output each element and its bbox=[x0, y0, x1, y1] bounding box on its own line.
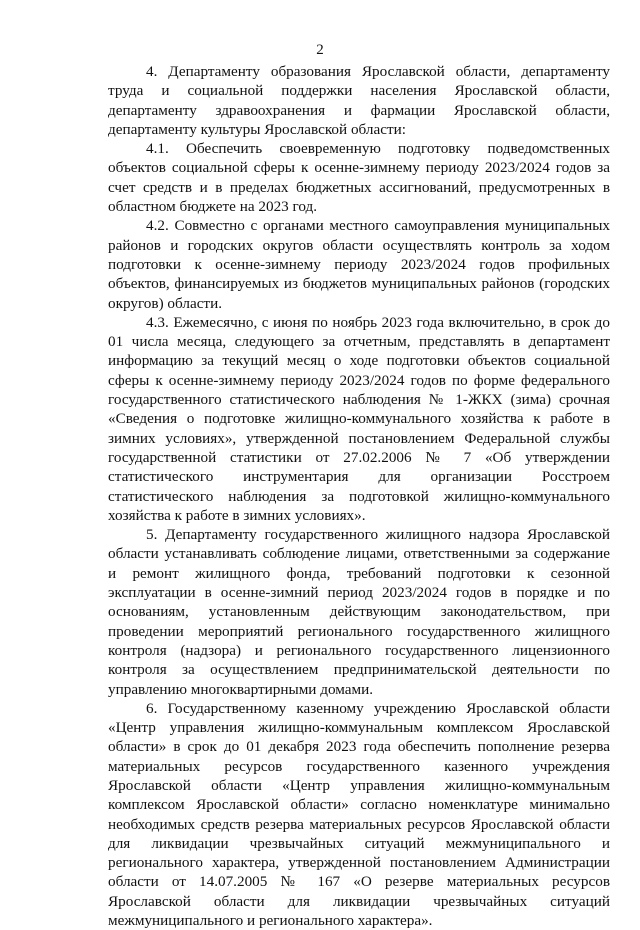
page-number: 2 bbox=[316, 42, 324, 58]
paragraph-4-2: 4.2. Совместно с органами местного самоуправления муниципальных районов и городских округов области осуществлять контроль за ходом подготовки к осенне-зимнему периоду 2023/2024 годов профильных объектов, финансируемых из бюджетов муниципальных районов (городских округов) области. bbox=[108, 217, 610, 312]
paragraph-5: 5. Департаменту государственного жилищного надзора Ярославской области устанавливать соблюдение лицами, ответственными за содержание и ремонт жилищного фонда, требований подготовки к сезонной эксплуатации в осенне-зимний период 2023/2024 годов в порядке и по основаниям, установленным действующим законодательством, при проведении мероприятий регионального государственного жилищного контроля (надзора) и регионального государственного лицензионного контроля за осуществлением предпринимательской деятельности по управлению многоквартирными домами. bbox=[108, 526, 610, 698]
paragraph-4: 4. Департаменту образования Ярославской области, департаменту труда и социальной поддержки населения Ярославской области, департаменту здравоохранения и фармации Ярославской области, департаменту культуры Ярославской области: bbox=[108, 63, 610, 138]
paragraph-4-1: 4.1. Обеспечить своевременную подготовку подведомственных объектов социальной сферы к осенне-зимнему периоду 2023/2024 годов за счет средств и в пределах бюджетных ассигнований, предусмотренных в областном бюджете на 2023 год. bbox=[108, 140, 610, 216]
paragraph-4-3: 4.3. Ежемесячно, с июня по ноябрь 2023 года включительно, в срок до 01 числа месяца, следующего за отчетным, представлять в департамент информацию за текущий месяц о ходе подготовки объектов социальной сферы к осенне-зимнему периоду 2023/2024 годов по форме федерального государственного статистического наблюдения № 1-ЖКХ (зима) срочная «Сведения о подготовке жилищно-коммунального хозяйства к работе в зимних условиях», утвержденной постановлением Федеральной службы государственной статистики от 27.02.2006 № 7 «Об утверждении статистического инструментария для организации Росстроем статистического наблюдения за подготовкой жилищно-коммунального хозяйства к работе в зимних условиях». bbox=[108, 313, 610, 524]
paragraph-6: 6. Государственному казенному учреждению Ярославской области «Центр управления жилищно-коммунальным комплексом Ярославской области» в срок до 01 декабря 2023 года обеспечить пополнение резерва материальных ресурсов государственного казенного учреждения Ярославской области «Центр управления жилищно-коммунальным комплексом Ярославской области» согласно номенклатуре минимально необходимых средств резерва материальных ресурсов Ярославской области для ликвидации чрезвычайных ситуаций межмуниципального и регионального характера, утвержденной постановлением Администрации области от 14.07.2005 № 167 «О резерве материальных ресурсов Ярославской области для ликвидации чрезвычайных ситуаций межмуниципального и регионального характера». bbox=[108, 699, 610, 930]
document-body bbox=[108, 62, 610, 930]
